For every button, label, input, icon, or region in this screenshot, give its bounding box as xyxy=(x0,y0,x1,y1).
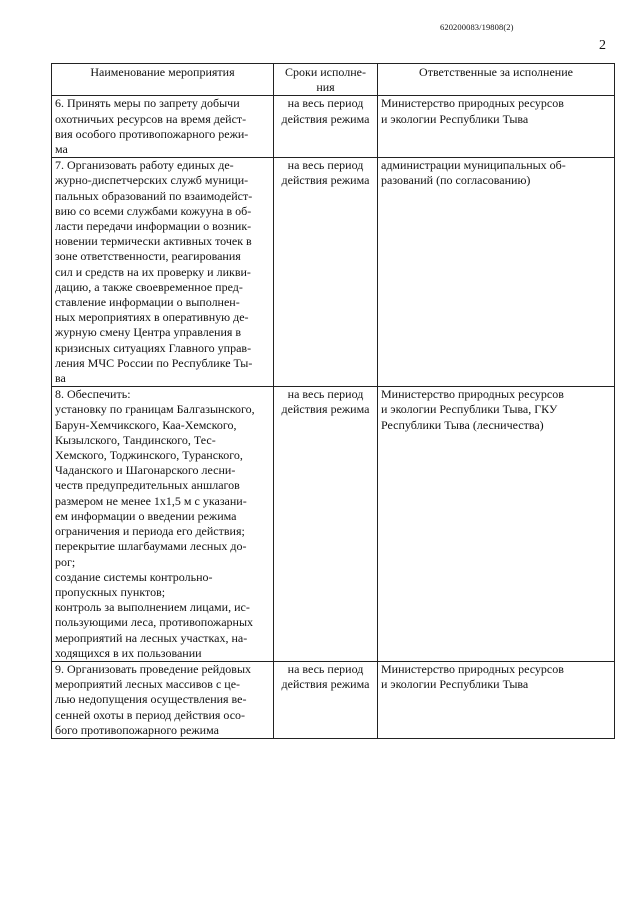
header-measure: Наименование мероприятия xyxy=(52,64,274,96)
table-row xyxy=(52,387,615,662)
responsible-cell: администрации муниципальных об- разований (по согласованию) xyxy=(378,158,615,387)
table-row xyxy=(52,661,615,738)
responsible-cell: Министерство природных ресурсов и экологии Республики Тыва xyxy=(378,96,615,158)
table-row xyxy=(52,96,615,158)
responsible-cell: Министерство природных ресурсов и экологии Республики Тыва xyxy=(378,661,615,738)
measure-cell: 9. Организовать проведение рейдовых мероприятий лесных массивов с це- лью недопущения осуществления ве- сенней охоты в период действия осо- бого противопожарного режима xyxy=(52,661,274,738)
header-term: Сроки исполне- ния xyxy=(274,64,378,96)
table-row xyxy=(52,158,615,387)
measure-cell: 7. Организовать работу единых де- журно-диспетчерских служб муници- пальных образований по взаимодейст- вию со всеми службами кожууна в об- ласти передачи информации о возник- новении термически активных точек в зоне ответственности, реагирования сил и средств на их проверку и ликви- дацию, а также своевременное пред- ставление информации о выполнен- ных мероприятиях в оперативную де- журную смену Центра управления в кризисных ситуациях Главного управ- ления МЧС России по Республике Ты- ва xyxy=(52,158,274,387)
term-cell: на весь период действия режима xyxy=(274,96,378,158)
measures-table xyxy=(51,63,615,739)
measure-cell: 6. Принять меры по запрету добычи охотничьих ресурсов на время дейст- вия особого противопожарного режи- ма xyxy=(52,96,274,158)
term-cell: на весь период действия режима xyxy=(274,158,378,387)
term-cell: на весь период действия режима xyxy=(274,661,378,738)
header-responsible: Ответственные за исполнение xyxy=(378,64,615,96)
measure-cell: 8. Обеспечить: установку по границам Балгазынского, Барун-Хемчикского, Каа-Хемского, Кызылского, Тандинского, Тес- Хемского, Тоджинского, Туранского, Чаданского и Шагонарского лесни- честв предупредительных аншлагов размером не менее 1х1,5 м с указани- ем информации о введении режима ограничения и периода его действия; перекрытие шлагбаумами лесных до- рог; создание системы контрольно- пропускных пунктов; контроль за выполнением лицами, ис- пользующими леса, противопожарных мероприятий на лесных участках, на- ходящихся в их пользовании xyxy=(52,387,274,662)
responsible-cell: Министерство природных ресурсов и экологии Республики Тыва, ГКУ Республики Тыва (лесничества) xyxy=(378,387,615,662)
document-id: 620200083/19808(2) xyxy=(440,22,514,32)
page-number: 2 xyxy=(599,38,606,53)
term-cell: на весь период действия режима xyxy=(274,387,378,662)
table-header-row xyxy=(52,64,615,96)
